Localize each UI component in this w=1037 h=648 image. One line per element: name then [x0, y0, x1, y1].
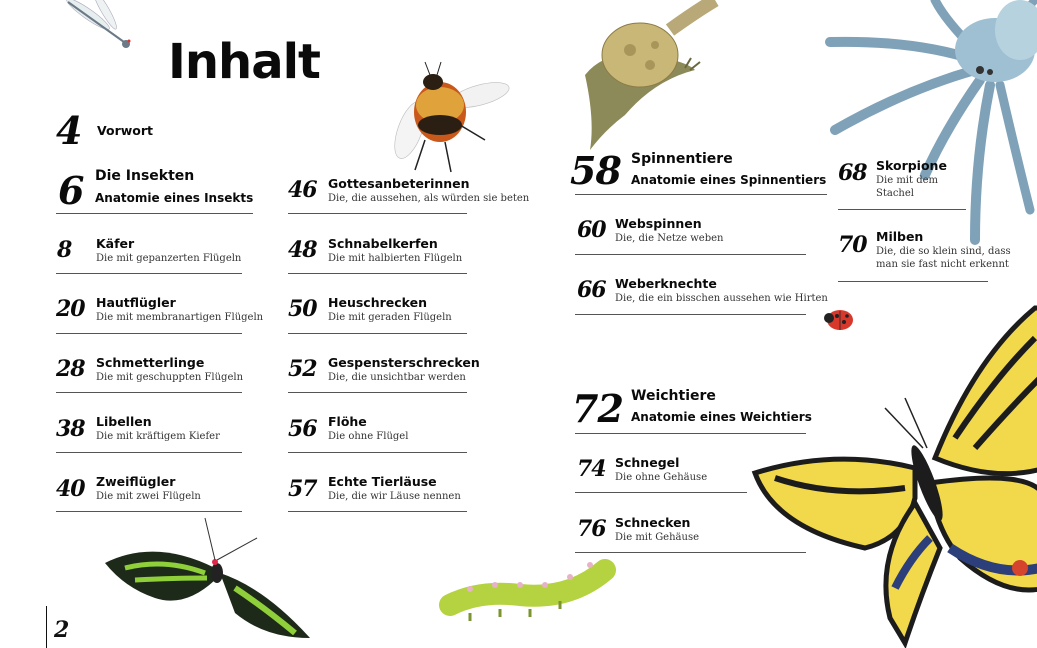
divider [575, 254, 806, 255]
divider [56, 333, 242, 334]
divider [56, 452, 242, 453]
toc-weichtiere-number: 72 [572, 386, 623, 431]
toc-milben-heading[interactable]: Milben [876, 229, 924, 244]
divider [288, 213, 467, 214]
toc-weichtiere-sub: Anatomie eines Weichtiers [631, 410, 812, 424]
toc-gottesanbeterinnen-sub: Die, die aussehen, als würden sie beten [328, 193, 530, 204]
toc-heuschrecken-sub: Die mit geraden Flügeln [328, 312, 452, 323]
toc-hautfluegler-sub: Die mit membranartigen Flügeln [96, 312, 264, 323]
divider [56, 511, 242, 512]
bumblebee-icon [385, 60, 515, 180]
toc-schmetterlinge-number: 28 [56, 356, 85, 382]
divider [56, 392, 242, 393]
toc-weberknechte-sub: Die, die ein bisschen aussehen wie Hirten [615, 293, 828, 304]
toc-schnabelkerfen-heading[interactable]: Schnabelkerfen [328, 236, 438, 251]
toc-schmetterlinge-sub: Die mit geschuppten Flügeln [96, 372, 244, 383]
toc-schnecken-number: 76 [577, 516, 606, 542]
toc-schnegel-heading[interactable]: Schnegel [615, 455, 680, 470]
toc-schnecken-sub: Die mit Gehäuse [615, 532, 699, 543]
toc-vorwort-number: 4 [56, 108, 82, 153]
divider [575, 492, 747, 493]
toc-spinnentiere-number: 58 [570, 148, 621, 193]
toc-zweifluegler-number: 40 [56, 476, 85, 502]
toc-schnabelkerfen-sub: Die mit halbierten Flügeln [328, 253, 463, 264]
toc-floehe-heading[interactable]: Flöhe [328, 414, 367, 429]
toc-tierlaeuse-heading[interactable]: Echte Tierläuse [328, 474, 437, 489]
toc-gespenster-sub: Die, die unsichtbar werden [328, 372, 466, 383]
toc-schnegel-number: 74 [577, 456, 606, 482]
divider [838, 281, 988, 282]
toc-kaefer-number: 8 [57, 237, 72, 263]
toc-milben-sub-line2: man sie fast nicht erkennt [876, 259, 1009, 270]
page-number-bar [46, 606, 47, 648]
birdwing-butterfly-icon [95, 518, 315, 648]
toc-tierlaeuse-sub: Die, die wir Läuse nennen [328, 491, 461, 502]
toc-heuschrecken-number: 50 [288, 296, 317, 322]
divider [575, 552, 806, 553]
toc-weberknechte-heading[interactable]: Weberknechte [615, 276, 717, 291]
toc-schnegel-sub: Die ohne Gehäuse [615, 472, 708, 483]
toc-gespenster-heading[interactable]: Gespensterschrecken [328, 355, 480, 370]
swallowtail-butterfly-icon [745, 298, 1037, 648]
divider [288, 452, 467, 453]
toc-insekten-number: 6 [58, 168, 84, 213]
divider [575, 433, 806, 434]
page-title: Inhalt [168, 34, 320, 90]
toc-kaefer-sub: Die mit gepanzerten Flügeln [96, 253, 242, 264]
toc-floehe-sub: Die ohne Flügel [328, 431, 409, 442]
toc-libellen-heading[interactable]: Libellen [96, 414, 152, 429]
snail-icon [565, 0, 725, 160]
toc-skorpione-number: 68 [838, 160, 867, 186]
toc-gottesanbeterinnen-number: 46 [288, 177, 317, 203]
divider [288, 511, 467, 512]
divider [56, 273, 242, 274]
toc-skorpione-heading[interactable]: Skorpione [876, 158, 947, 173]
toc-milben-number: 70 [838, 232, 867, 258]
toc-webspinnen-number: 60 [577, 217, 606, 243]
divider [288, 392, 467, 393]
divider [575, 314, 806, 315]
toc-spinnentiere-heading[interactable]: Spinnentiere [631, 151, 733, 167]
tarantula-icon [825, 0, 1037, 260]
divider [288, 273, 467, 274]
toc-insekten-heading[interactable]: Die Insekten [95, 168, 195, 184]
divider [288, 333, 467, 334]
toc-zweifluegler-heading[interactable]: Zweiflügler [96, 474, 176, 489]
divider [575, 194, 827, 195]
toc-schnabelkerfen-number: 48 [288, 237, 317, 263]
toc-kaefer-heading[interactable]: Käfer [96, 236, 135, 251]
toc-insekten-sub: Anatomie eines Insekts [95, 191, 254, 205]
toc-spinnentiere-sub: Anatomie eines Spinnentiers [631, 173, 827, 187]
toc-skorpione-sub-line1: Die mit dem [876, 175, 938, 186]
toc-webspinnen-sub: Die, die Netze weben [615, 233, 724, 244]
toc-zweifluegler-sub: Die mit zwei Flügeln [96, 491, 201, 502]
toc-libellen-sub: Die mit kräftigem Kiefer [96, 431, 220, 442]
toc-vorwort-heading[interactable]: Vorwort [97, 123, 154, 138]
caterpillar-icon [440, 545, 620, 625]
page-number: 2 [54, 617, 70, 643]
toc-gespenster-number: 52 [288, 356, 317, 382]
toc-weichtiere-heading[interactable]: Weichtiere [631, 388, 716, 404]
toc-weberknechte-number: 66 [577, 277, 606, 303]
toc-hautfluegler-number: 20 [56, 296, 85, 322]
toc-gottesanbeterinnen-heading[interactable]: Gottesanbeterinnen [328, 176, 470, 191]
toc-libellen-number: 38 [56, 416, 85, 442]
toc-floehe-number: 56 [288, 416, 317, 442]
toc-hautfluegler-heading[interactable]: Hautflügler [96, 295, 176, 310]
toc-tierlaeuse-number: 57 [288, 476, 317, 502]
divider [838, 209, 966, 210]
toc-webspinnen-heading[interactable]: Webspinnen [615, 216, 702, 231]
toc-skorpione-sub-line2: Stachel [876, 188, 914, 199]
toc-milben-sub-line1: Die, die so klein sind, dass [876, 246, 1011, 257]
toc-schmetterlinge-heading[interactable]: Schmetterlinge [96, 355, 205, 370]
toc-schnecken-heading[interactable]: Schnecken [615, 515, 691, 530]
dragonfly-icon [60, 0, 140, 60]
toc-heuschrecken-heading[interactable]: Heuschrecken [328, 295, 427, 310]
divider [56, 213, 253, 214]
